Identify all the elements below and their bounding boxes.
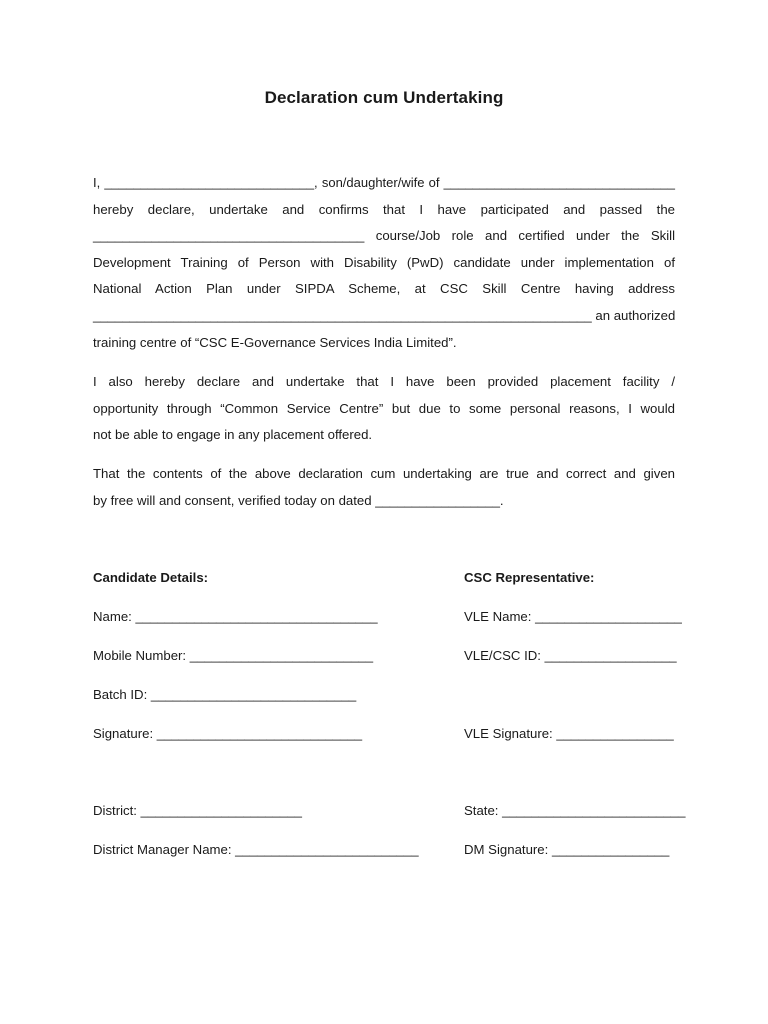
verification-paragraph — [93, 461, 675, 514]
paragraph-line: I, _____________________________, son/daughter/wife of ________________________________ — [93, 175, 675, 190]
declaration-paragraph — [93, 170, 675, 356]
paragraph-line: Development Training of Person with Disability (PwD) candidate under implementation of — [93, 254, 675, 270]
paragraph-line: opportunity through “Common Service Centre” but due to some personal reasons, I would — [93, 400, 675, 416]
district-manager-name-field: District Manager Name: _________________________ — [93, 842, 419, 857]
paragraph-line: not be able to engage in any placement offered. — [93, 427, 373, 443]
vle-signature-field: VLE Signature: ________________ — [464, 726, 674, 741]
paragraph-line: _____________________________________ course/Job role and certified under the Skill — [93, 228, 675, 244]
district-field: District: ______________________ — [93, 803, 302, 818]
paragraph-line: hereby declare, undertake and confirms that I have participated and passed the — [93, 201, 675, 217]
paragraph-line: training centre of “CSC E-Governance Services India Limited”. — [93, 334, 457, 350]
candidate-batch-field: Batch ID: ____________________________ — [93, 687, 357, 702]
placement-paragraph — [93, 369, 675, 449]
document-title: Declaration cum Undertaking — [264, 88, 504, 107]
dm-signature-field: DM Signature: ________________ — [464, 842, 670, 857]
candidate-name-field: Name: _________________________________ — [93, 609, 378, 624]
paragraph-line: by free will and consent, verified today on dated _________________. — [93, 492, 504, 508]
candidate-signature-field: Signature: ____________________________ — [93, 726, 363, 741]
csc-representative-heading: CSC Representative: — [464, 570, 595, 585]
candidate-mobile-field: Mobile Number: _________________________ — [93, 648, 374, 663]
paragraph-line: I also hereby declare and undertake that I have been provided placement facility / — [93, 374, 675, 389]
paragraph-line: National Action Plan under SIPDA Scheme, at CSC Skill Centre having address — [93, 281, 675, 297]
state-field: State: _________________________ — [464, 803, 686, 818]
candidate-details-heading: Candidate Details: — [93, 570, 209, 585]
vle-csc-id-field: VLE/CSC ID: __________________ — [464, 648, 677, 663]
paragraph-line: ____________________________________________________________________ an authorized — [93, 307, 676, 323]
paragraph-line: That the contents of the above declaration cum undertaking are true and correct and given — [93, 466, 675, 481]
vle-name-field: VLE Name: ____________________ — [464, 609, 682, 624]
